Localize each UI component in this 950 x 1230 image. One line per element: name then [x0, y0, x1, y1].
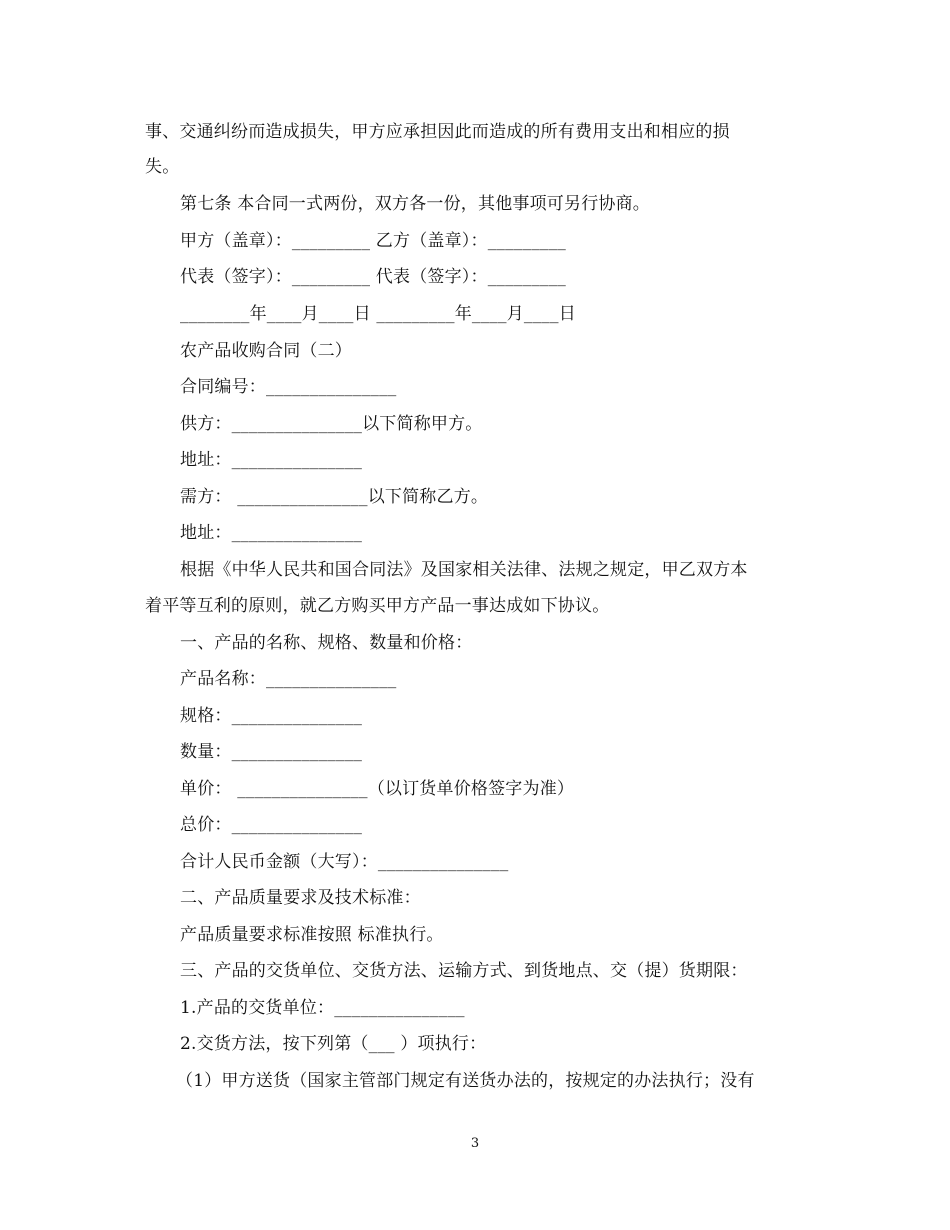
section-two-heading: 二、产品质量要求及技术标准： [180, 888, 421, 908]
buyer-address-field: 地址：_______________ [180, 523, 363, 543]
page-number: 3 [470, 1136, 480, 1151]
quality-standard-line: 产品质量要求标准按照 标准执行。 [180, 925, 444, 945]
total-price-field: 总价：_______________ [180, 815, 363, 835]
section-three-heading: 三、产品的交货单位、交货方法、运输方式、到货地点、交（提）货期限： [180, 961, 748, 981]
paragraph-line: （1）甲方送货（国家主管部门规定有送货办法的，按规定的办法执行；没有 [176, 1071, 755, 1091]
signature-seal-line: 甲方（盖章）：_________ 乙方（盖章）：_________ [180, 231, 567, 251]
product-name-field: 产品名称：_______________ [180, 669, 397, 689]
paragraph-line: 事、交通纠纷而造成损失，甲方应承担因此而造成的所有费用支出和相应的损 [145, 122, 730, 142]
paragraph-line: 根据《中华人民共和国合同法》及国家相关法律、法规之规定，甲乙双方本 [180, 560, 748, 580]
paragraph-line: 失。 [145, 157, 180, 177]
clause-seven-line: 第七条 本合同一式两份，双方各一份，其他事项可另行协商。 [180, 194, 651, 214]
specification-field: 规格：_______________ [180, 706, 363, 726]
quantity-field: 数量：_______________ [180, 742, 363, 762]
supplier-address-field: 地址：_______________ [180, 450, 363, 470]
buyer-field: 需方： _______________以下简称乙方。 [180, 487, 489, 507]
total-amount-field: 合计人民币金额（大写）：_______________ [180, 852, 509, 872]
supplier-field: 供方：_______________以下简称甲方。 [180, 414, 483, 434]
signature-representative-line: 代表（签字）：_________ 代表（签字）：_________ [180, 267, 567, 287]
unit-price-field: 单价： _______________（以订货单价格签字为准） [180, 779, 575, 799]
paragraph-line: 着平等互利的原则，就乙方购买甲方产品一事达成如下协议。 [145, 596, 610, 616]
signature-date-line: ________年____月____日 _________年____月____日 [180, 304, 576, 324]
section-one-heading: 一、产品的名称、规格、数量和价格： [180, 633, 473, 653]
delivery-unit-field: 1.产品的交货单位：_______________ [180, 998, 465, 1018]
delivery-method-line: 2.交货方法，按下列第（___ ）项执行： [180, 1034, 487, 1054]
contract-title: 农产品收购合同（二） [180, 341, 352, 361]
contract-number-field: 合同编号：_______________ [180, 377, 397, 397]
